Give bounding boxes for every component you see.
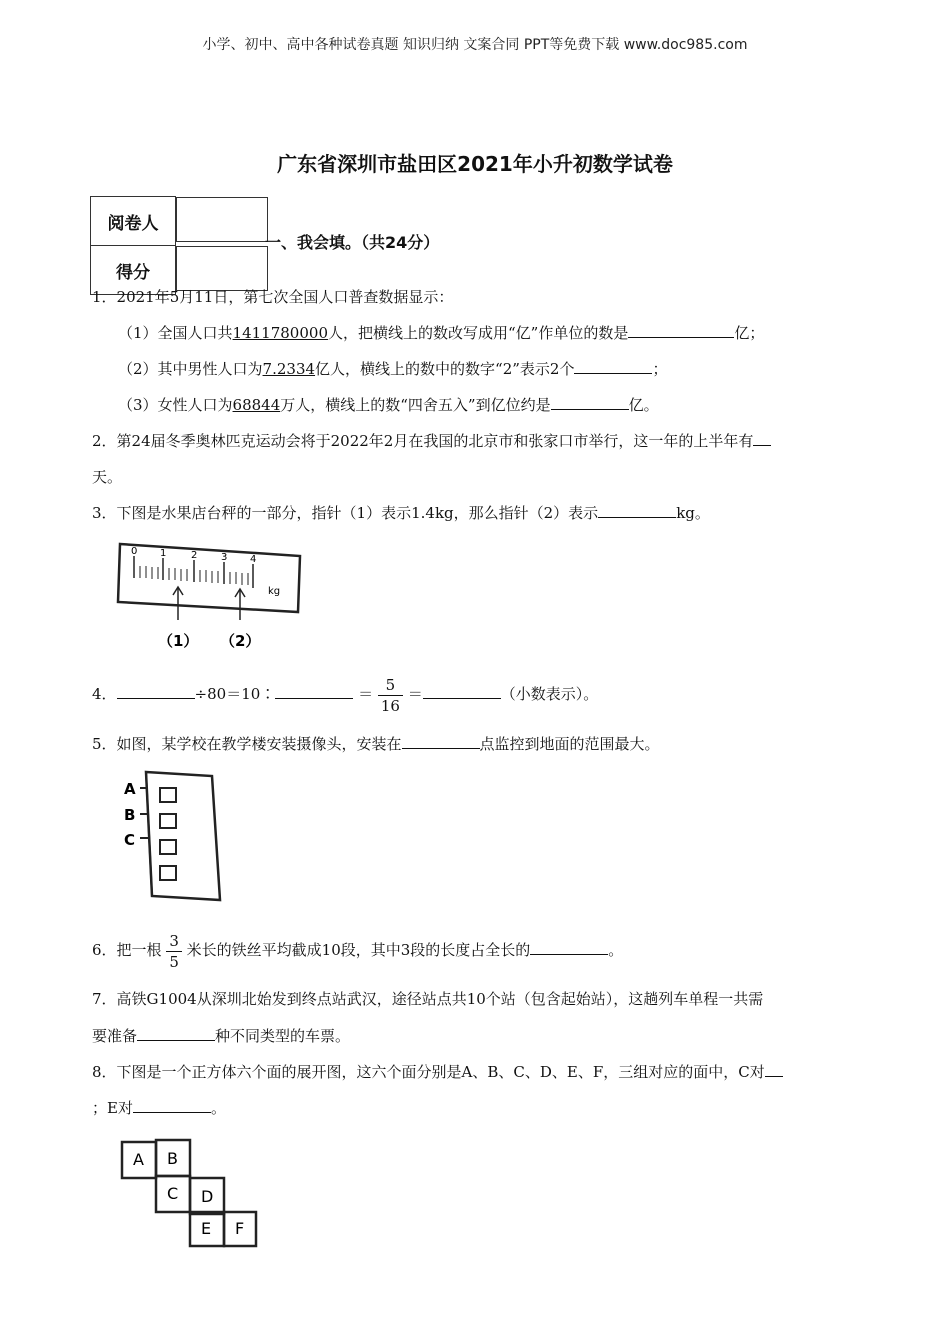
q1-p1-underlined: 1411780000 xyxy=(232,324,328,342)
q7-text-b: 种不同类型的车票。 xyxy=(215,1027,351,1045)
building-figure xyxy=(116,766,236,906)
score-cell[interactable] xyxy=(176,246,268,291)
q4-suffix: （小数表示）。 xyxy=(500,685,599,703)
q6-frac-den: 5 xyxy=(169,952,179,971)
q4-blank-1[interactable] xyxy=(117,684,195,699)
q7-line2 xyxy=(92,1025,350,1046)
q4-blank-3[interactable] xyxy=(423,684,501,699)
q1-p2-underlined: 7.2334 xyxy=(262,360,316,378)
q1-part3 xyxy=(118,394,659,415)
window-3 xyxy=(160,840,176,854)
q5-text-b: 点监控到地面的范围最大。 xyxy=(479,735,660,753)
q3-text-a: 3．下图是水果店台秤的一部分，指针（1）表示1.4kg，那么指针（2）表示 xyxy=(92,504,599,522)
q3-text-b: kg。 xyxy=(676,504,710,522)
q5-text xyxy=(92,733,660,754)
q1-p3-underlined: 68844 xyxy=(232,396,281,414)
q4-frac-num: 5 xyxy=(378,675,403,696)
cube-face-label-b: B xyxy=(167,1149,178,1168)
q7-line1: 7．高铁G1004从深圳北始发到终点站武汉，途径站点共10个站（包含起始站），这趟列车单程一共需 xyxy=(92,990,764,1008)
grader-table xyxy=(90,196,269,295)
cube-face-label-e: E xyxy=(201,1219,212,1238)
scale-tick-label: 1 xyxy=(160,548,167,559)
page-header: 小学、初中、高中各种试卷真题 知识归纳 文案合同 PPT等免费下载 www.doc985.com xyxy=(202,37,748,53)
scale-tick-label: 4 xyxy=(250,554,257,565)
pointer-1-label: （1） xyxy=(158,632,199,650)
q3-text xyxy=(92,502,710,523)
q6-text-c: 。 xyxy=(608,941,624,959)
camera-label-c: C xyxy=(124,831,136,849)
q1-p1-answer-blank[interactable] xyxy=(628,323,734,338)
scale-tick-label: 3 xyxy=(221,552,228,563)
q8-line1 xyxy=(92,1061,783,1082)
q2-text: 2．第24届冬季奥林匹克运动会将于2022年2月在我国的北京市和张家口市举行，这一年的上半年有 xyxy=(92,432,754,450)
cube-face-label-a: A xyxy=(133,1150,144,1169)
q6-answer-blank[interactable] xyxy=(530,940,608,955)
q1-p1-text-b: 人，把横线上的数改写成用“亿”作单位的数是 xyxy=(327,324,629,342)
q8-text-b: 。 xyxy=(210,1099,226,1117)
building-edge xyxy=(146,772,152,896)
q6-fraction xyxy=(166,931,182,972)
section-heading: 一、我会填。（共24分） xyxy=(265,233,440,252)
window-1 xyxy=(160,788,176,802)
cube-face-label-f: F xyxy=(235,1219,245,1238)
grader-label: 阅卷人 xyxy=(91,197,176,246)
q2-answer-blank[interactable] xyxy=(753,431,771,446)
q1-p2-text-c: ； xyxy=(652,360,668,378)
q7-text-a: 要准备 xyxy=(92,1027,138,1045)
q4-eq1: ＝ xyxy=(358,685,374,703)
q4-frac-den: 16 xyxy=(380,696,400,715)
q1-p1-text-c: 亿； xyxy=(734,324,765,342)
q1-p3-text-c: 亿。 xyxy=(628,396,659,414)
q2-line1 xyxy=(92,430,771,451)
q1-p3-text-b: 万人，横线上的数“四舍五入”到亿位约是 xyxy=(280,396,551,414)
q4-prefix: 4． xyxy=(92,685,117,703)
camera-label-a: A xyxy=(124,780,136,798)
q6-frac-num: 3 xyxy=(166,931,182,952)
q1-part1 xyxy=(118,322,764,343)
window-2 xyxy=(160,814,176,828)
q1-p3-answer-blank[interactable] xyxy=(551,395,629,410)
q1-p2-text-a: （2）其中男性人口为 xyxy=(118,360,263,378)
scale-unit-label: kg xyxy=(268,586,281,597)
q5-text-a: 5．如图，某学校在教学楼安装摄像头，安装在 xyxy=(92,735,402,753)
scale-tick-label: 2 xyxy=(191,550,198,561)
q6-text-a: 6．把一根 xyxy=(92,941,162,959)
cube-face-label-c: C xyxy=(167,1184,179,1203)
q8-text: 8．下图是一个正方体六个面的展开图，这六个面分别是A、B、C、D、E、F，三组对应的面中，C对 xyxy=(92,1063,765,1081)
q4-blank-2[interactable] xyxy=(275,684,353,699)
q8-answer-blank-2[interactable] xyxy=(133,1098,211,1113)
building-outline xyxy=(146,772,220,900)
score-label: 得分 xyxy=(91,246,176,295)
pointer-2-label: （2） xyxy=(220,632,261,650)
q8-answer-blank-1[interactable] xyxy=(765,1062,783,1077)
q1-p3-text-a: （3）女性人口为 xyxy=(118,396,233,414)
camera-label-b: B xyxy=(124,806,136,824)
q1-p2-answer-blank[interactable] xyxy=(574,359,652,374)
page-title: 广东省深圳市盐田区2021年小升初数学试卷 xyxy=(277,152,673,176)
cube-net-figure xyxy=(114,1132,264,1250)
q4-line xyxy=(92,670,598,718)
q4-eq2: ＝ xyxy=(407,685,423,703)
scale-tick-label: 0 xyxy=(131,546,138,557)
q7-answer-blank[interactable] xyxy=(137,1026,215,1041)
q1-stem: 1．2021年5月11日，第七次全国人口普查数据显示： xyxy=(92,288,454,306)
q4-div: ÷80＝10∶ xyxy=(194,685,276,703)
window-4 xyxy=(160,866,176,880)
grader-cell[interactable] xyxy=(176,197,268,242)
cube-face-label-d: D xyxy=(201,1187,214,1206)
q4-fraction xyxy=(378,675,403,716)
q2-line2: 天。 xyxy=(92,468,123,486)
q5-answer-blank[interactable] xyxy=(402,734,480,749)
q8-text-a: ；E对 xyxy=(92,1099,133,1117)
q3-answer-blank[interactable] xyxy=(598,503,676,518)
scale-figure xyxy=(112,538,312,656)
q1-p1-text-a: （1）全国人口共 xyxy=(118,324,233,342)
q1-p2-text-b: 亿人，横线上的数中的数字“2”表示2个 xyxy=(315,360,575,378)
q6-text-b: 米长的铁丝平均截成10段，其中3段的长度占全长的 xyxy=(186,941,531,959)
q6-line xyxy=(92,926,623,974)
q8-line2 xyxy=(92,1097,226,1118)
scale-frame xyxy=(118,544,300,612)
q1-part2 xyxy=(118,358,668,379)
